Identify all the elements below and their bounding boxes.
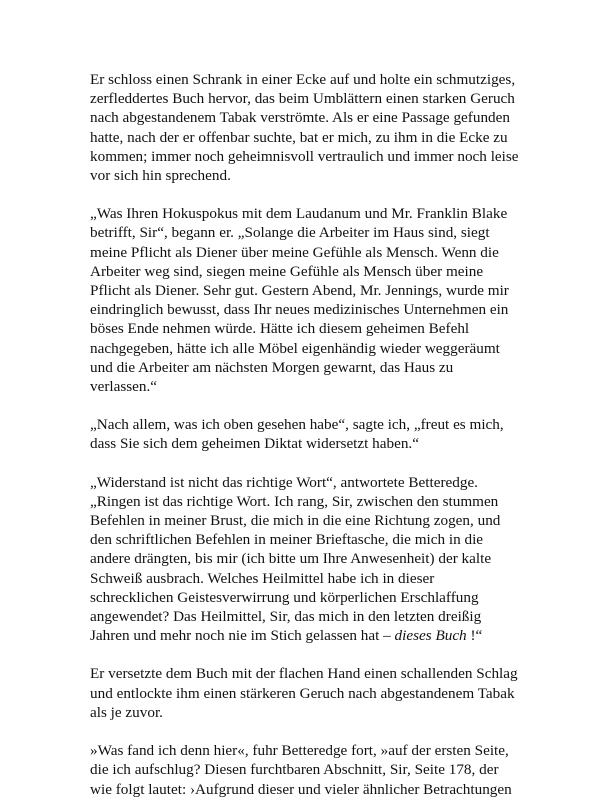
paragraph-3: „Nach allem, was ich oben gesehen habe“, sagte ich, „freut es mich, dass Sie sich dem geheimen Diktat widersetzt haben.“	[90, 416, 504, 453]
paragraph-4-text: „Widerstand ist nicht das richtige Wort“, antwortete Betteredge. „Ringen ist das richtige Wort. Ich rang, Sir, zwischen den stummen Befehlen in meiner Brust, die mich in die eine Richtung zogen, und den schriftlichen Befehlen in meiner Brieftasche, die mich in die andere drängten, bis mir (ich bitte um Ihre Anwesenheit) der kalte Schweiß ausbrach. Welches Heilmittel habe ich in dieser schrecklichen Geistesverwirrung und körperlichen Erschlaffung angewendet? Das Heilmittel, Sir, das mich in den letzten dreißig Jahren und mehr noch nie im Stich gelassen hat –	[90, 473, 501, 645]
paragraph-5: Er versetzte dem Buch mit der flachen Hand einen schallenden Schlag und entlockte ihm einen stärkeren Geruch nach abgestandenem Tabak als je zuvor.	[90, 665, 518, 721]
paragraph-1: Er schloss einen Schrank in einer Ecke auf und holte ein schmutziges, zerfleddertes Buch hervor, das beim Umblättern einen starken Geruch nach abgestandenem Tabak verströmte. Als er eine Passage gefunden hatte, nach der er offenbar suchte, bat er mich, zu ihm in die Ecke zu kommen; immer noch geheimnisvoll vertraulich und immer noch leise vor sich hin sprechend.	[90, 71, 519, 185]
paragraph-4-closing: !“	[466, 627, 483, 645]
book-title-emphasis: dieses Buch	[394, 627, 467, 645]
paragraph-2: „Was Ihren Hokuspokus mit dem Laudanum und Mr. Franklin Blake betrifft, Sir“, begann er. „Solange die Arbeiter im Haus sind, siegt meine Pflicht als Diener über meine Gefühle als Mensch. Wenn die Arbeiter weg sind, siegen meine Gefühle als Mensch über meine Pflicht als Diener. Sehr gut. Gestern Abend, Mr. Jennings, wurde mir eindringlich bewusst, dass Ihr neues medizinisches Unternehmen ein böses Ende nehmen würde. Hätte ich diesem geheimen Befehl nachgegeben, hätte ich alle Möbel eigenhändig wieder weggeräumt und die Arbeiter am nächsten Morgen gewarnt, das Haus zu verlassen.“	[90, 205, 509, 396]
paragraph-4	[90, 473, 520, 646]
document-page	[90, 70, 520, 799]
paragraph-6: »Was fand ich denn hier«, fuhr Betteredge fort, »auf der ersten Seite, die ich aufschlug? Diesen furchtbaren Abschnitt, Sir, Seite 178, der wie folgt lautet: ›Aufgrund dieser und vieler ähnlicher Betrachtungen	[90, 742, 512, 798]
